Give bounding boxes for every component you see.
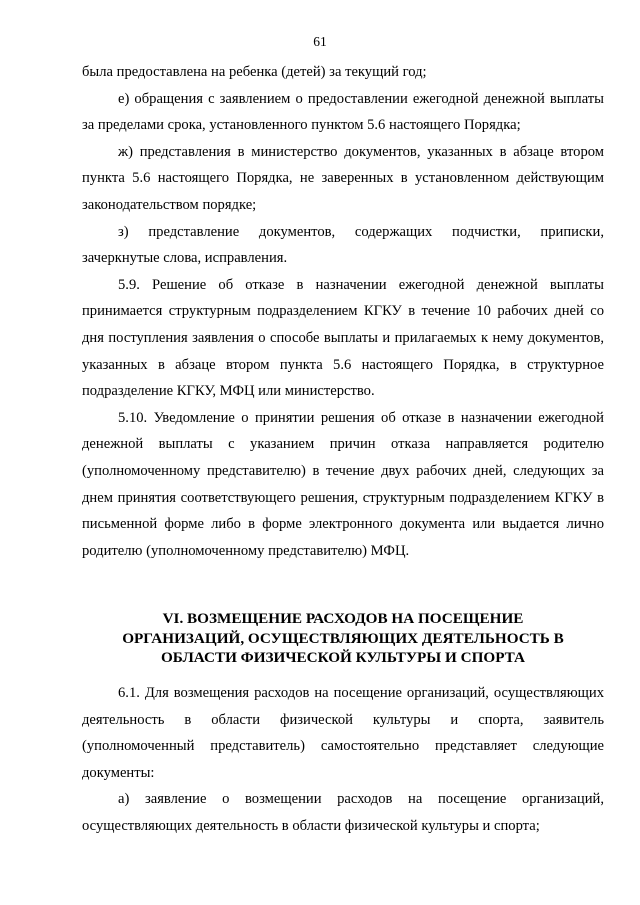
paragraph-item-zh: ж) представления в министерство документов, указанных в абзаце втором пункта 5.6 настоящего Порядка, не заверенных в установленном действующим законодательством порядке; [82, 143, 604, 213]
paragraph-continuation: была предоставлена на ребенка (детей) за текущий год; [82, 64, 427, 80]
paragraph-5-10: 5.10. Уведомление о принятии решения об отказе в назначении ежегодной денежной выплаты с указанием причин отказа направляется родителю (уполномоченному представителю) в течение двух рабочих дней, следующих за днем принятия соответствующего решения, структурным подразделением КГКУ в письменной форме либо в форме электронного документа или выдается лично родителю (уполномоченному представителю) МФЦ. [82, 409, 604, 559]
text-block-bottom [82, 680, 604, 840]
page-number: 61 [313, 34, 327, 49]
paragraph-6-1: 6.1. Для возмещения расходов на посещение организаций, осуществляющих деятельность в области физической культуры и спорта, заявитель (уполномоченный представитель) самостоятельно представляет следующие документы: [82, 685, 604, 781]
paragraph-5-9: 5.9. Решение об отказе в назначении ежегодной денежной выплаты принимается структурным подразделением КГКУ в течение 10 рабочих дней со дня поступления заявления о способе выплаты и прилагаемых к нему документов, указанных в абзаце втором пункта 5.6 настоящего Порядка, в структурное подразделение КГКУ, МФЦ или министерство. [82, 276, 604, 400]
paragraph-item-z: з) представление документов, содержащих подчистки, приписки, зачеркнутые слова, исправления. [82, 223, 604, 267]
section-heading-line: VI. ВОЗМЕЩЕНИЕ РАСХОДОВ НА ПОСЕЩЕНИЕ [162, 610, 524, 627]
section-heading-line: ОРГАНИЗАЦИЙ, ОСУЩЕСТВЛЯЮЩИХ ДЕЯТЕЛЬНОСТЬ В [122, 629, 564, 647]
section-heading [82, 609, 604, 668]
paragraph-item-a: а) заявление о возмещении расходов на посещение организаций, осуществляющих деятельность в области физической культуры и спорта; [82, 791, 604, 834]
section-heading-line: ОБЛАСТИ ФИЗИЧЕСКОЙ КУЛЬТУРЫ И СПОРТА [160, 649, 526, 666]
text-block-top [82, 59, 604, 564]
paragraph-item-e: е) обращения с заявлением о предоставлении ежегодной денежной выплаты за пределами срока, установленного пунктом 5.6 настоящего Порядка; [82, 90, 604, 134]
